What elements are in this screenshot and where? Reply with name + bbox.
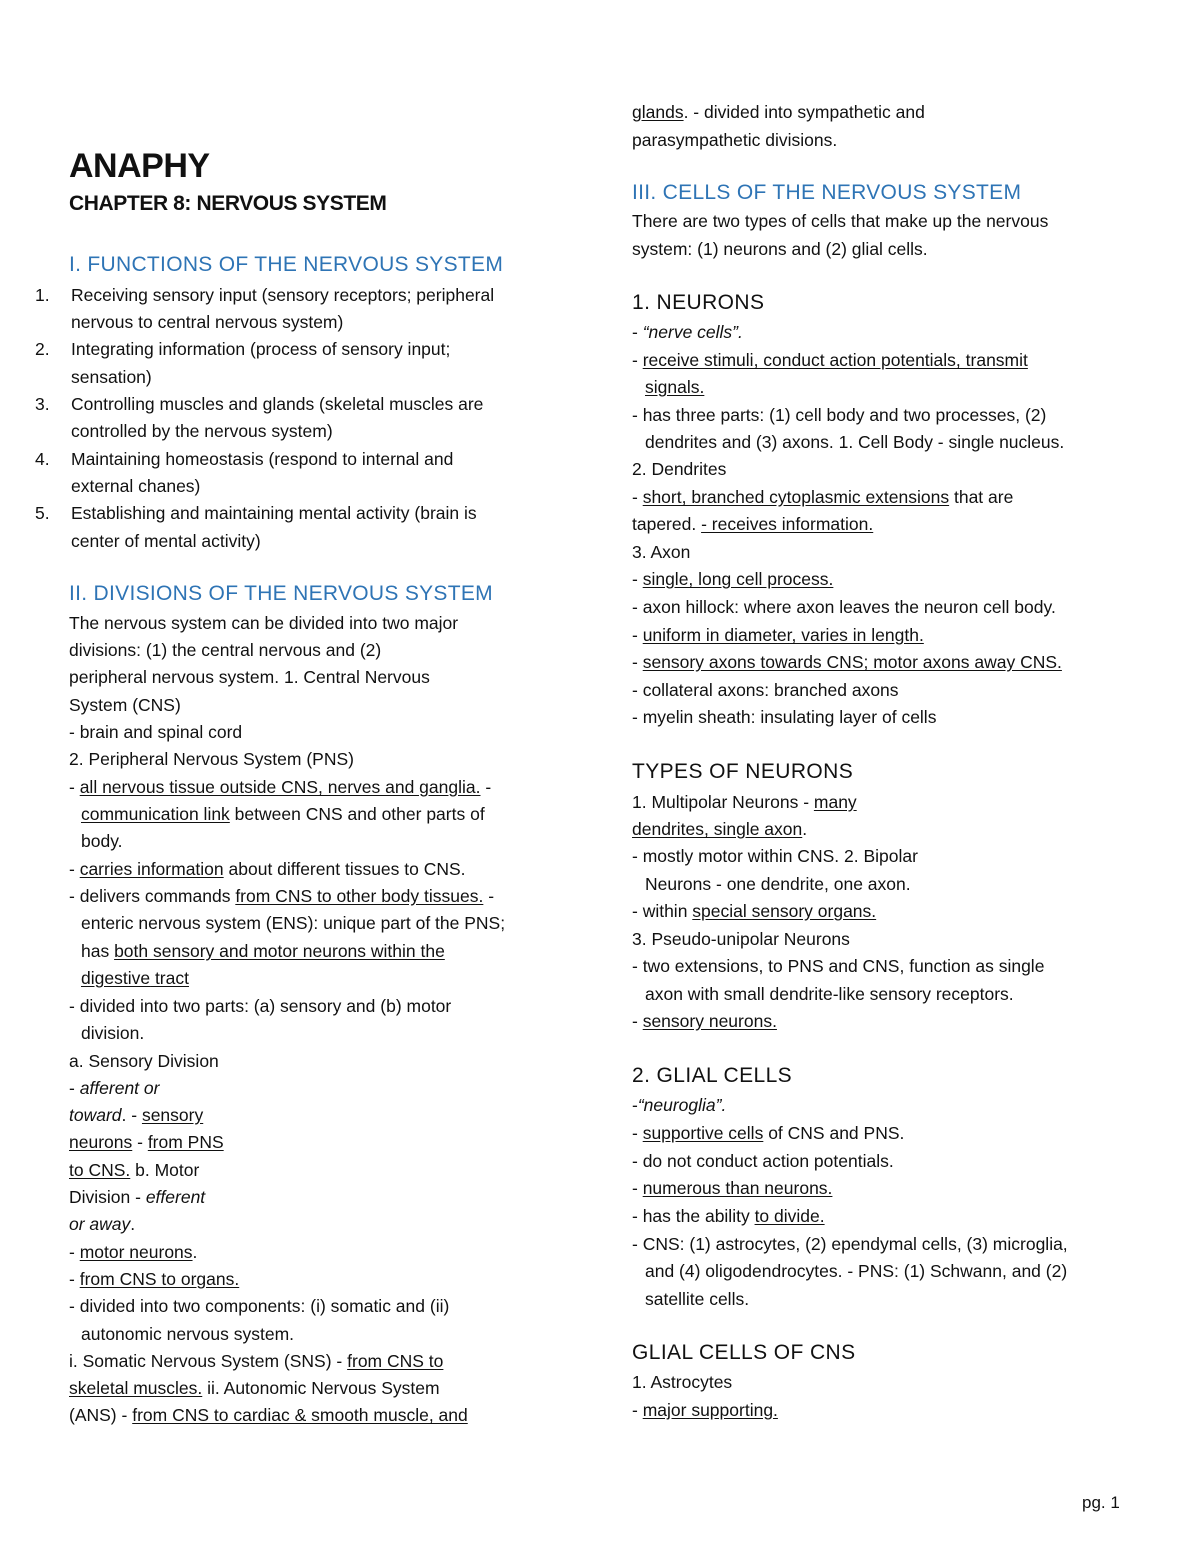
text-line: and (4) oligodendrocytes. - PNS: (1) Schwann, and (2) [645, 1261, 1068, 1281]
text-line: digestive tract [81, 968, 189, 988]
text-line: 1. Multipolar Neurons - many [632, 792, 857, 812]
list-item-cont: nervous to central nervous system) [71, 312, 344, 332]
text-line: - supportive cells of CNS and PNS. [632, 1123, 905, 1143]
text-line: System (CNS) [69, 695, 181, 715]
chapter-title: CHAPTER 8: NERVOUS SYSTEM [69, 192, 387, 215]
text-line: The nervous system can be divided into two major [69, 613, 459, 633]
text-line: - carries information about different tissues to CNS. [69, 859, 466, 879]
heading-glial-cells: 2. GLIAL CELLS [632, 1064, 793, 1087]
text-line: (ANS) - from CNS to cardiac & smooth muscle, and [69, 1405, 468, 1425]
text-line: enteric nervous system (ENS): unique part of the PNS; [81, 913, 506, 933]
text-line: toward. - sensory [69, 1105, 204, 1125]
text-line: dendrites, single axon. [632, 819, 808, 839]
text-line: autonomic nervous system. [81, 1324, 295, 1344]
text-line: parasympathetic divisions. [632, 130, 838, 150]
text-line: has both sensory and motor neurons within the [81, 941, 445, 961]
text-line: - numerous than neurons. [632, 1178, 833, 1198]
text-line: - motor neurons. [69, 1242, 198, 1262]
doc-title: ANAPHY [69, 147, 210, 185]
text-line: Neurons - one dendrite, one axon. [645, 874, 911, 894]
heading-glial-cells-of-cns: GLIAL CELLS OF CNS [632, 1341, 856, 1364]
text-line: - CNS: (1) astrocytes, (2) ependymal cells, (3) microglia, [632, 1234, 1068, 1254]
text-line: 3. Axon [632, 542, 691, 562]
text-line: tapered. - receives information. [632, 514, 874, 534]
text-line: system: (1) neurons and (2) glial cells. [632, 239, 928, 259]
text-line: peripheral nervous system. 1. Central Nervous [69, 667, 430, 687]
text-line: - brain and spinal cord [69, 722, 243, 742]
text-line: - single, long cell process. [632, 569, 834, 589]
text-line: or away. [69, 1214, 136, 1234]
list-item: 1. Receiving sensory input (sensory receptors; peripheral [35, 285, 495, 305]
text-line: - has three parts: (1) cell body and two processes, (2) [632, 405, 1047, 425]
text-line: - major supporting. [632, 1400, 778, 1420]
text-line: - all nervous tissue outside CNS, nerves and ganglia. - [69, 777, 492, 797]
text-line: - short, branched cytoplasmic extensions that are [632, 487, 1014, 507]
heading-neurons: 1. NEURONS [632, 291, 765, 314]
text-line: - collateral axons: branched axons [632, 680, 899, 700]
text-line: - within special sensory organs. [632, 901, 877, 921]
text-line: skeletal muscles. ii. Autonomic Nervous System [69, 1378, 440, 1398]
text-line: - two extensions, to PNS and CNS, function as single [632, 956, 1045, 976]
text-line: glands. - divided into sympathetic and [632, 102, 925, 122]
text-line: - has the ability to divide. [632, 1206, 825, 1226]
text-line: divisions: (1) the central nervous and (2) [69, 640, 382, 660]
text-line: 1. Astrocytes [632, 1372, 733, 1392]
text-line: - receive stimuli, conduct action potentials, transmit [632, 350, 1028, 370]
section-heading-divisions: II. DIVISIONS OF THE NERVOUS SYSTEM [69, 582, 493, 605]
text-line: neurons - from PNS [69, 1132, 224, 1152]
text-line: - afferent or [69, 1078, 160, 1098]
text-line: There are two types of cells that make up the nervous [632, 211, 1049, 231]
list-item-cont: controlled by the nervous system) [71, 421, 333, 441]
list-item: 4. Maintaining homeostasis (respond to internal and [35, 449, 454, 469]
section-heading-functions: I. FUNCTIONS OF THE NERVOUS SYSTEM [69, 253, 504, 276]
text-line: - myelin sheath: insulating layer of cells [632, 707, 937, 727]
text-line: - delivers commands from CNS to other body tissues. - [69, 886, 495, 906]
text-line: axon with small dendrite-like sensory receptors. [645, 984, 1014, 1004]
list-item: 2. Integrating information (process of sensory input; [35, 339, 451, 359]
text-line: - sensory axons towards CNS; motor axons away CNS. [632, 652, 1062, 672]
text-line: - axon hillock: where axon leaves the neuron cell body. [632, 597, 1056, 617]
text-line: - do not conduct action potentials. [632, 1151, 894, 1171]
text-line: 2. Peripheral Nervous System (PNS) [69, 749, 354, 769]
text-line: signals. [645, 377, 705, 397]
text-line: 3. Pseudo-unipolar Neurons [632, 929, 850, 949]
section-heading-cells: III. CELLS OF THE NERVOUS SYSTEM [632, 181, 1022, 204]
heading-types-of-neurons: TYPES OF NEURONS [632, 760, 854, 783]
list-item-cont: external chanes) [71, 476, 201, 496]
list-item: 5. Establishing and maintaining mental activity (brain is [35, 503, 477, 523]
text-line: 2. Dendrites [632, 459, 727, 479]
text-line: satellite cells. [645, 1289, 750, 1309]
text-line: -“neuroglia”. [632, 1095, 727, 1115]
text-line: i. Somatic Nervous System (SNS) - from CNS to [69, 1351, 444, 1371]
text-line: - “nerve cells”. [632, 322, 743, 342]
text-line: - divided into two parts: (a) sensory and (b) motor [69, 996, 452, 1016]
list-item-cont: sensation) [71, 367, 152, 387]
text-line: - divided into two components: (i) somatic and (ii) [69, 1296, 450, 1316]
text-line: to CNS. b. Motor [69, 1160, 200, 1180]
text-line: a. Sensory Division [69, 1051, 219, 1071]
text-line: dendrites and (3) axons. 1. Cell Body - single nucleus. [645, 432, 1065, 452]
text-line: Division - efferent [69, 1187, 206, 1207]
text-line: - mostly motor within CNS. 2. Bipolar [632, 846, 918, 866]
list-item-cont: center of mental activity) [71, 531, 261, 551]
text-line: - from CNS to organs. [69, 1269, 240, 1289]
text-line: division. [81, 1023, 145, 1043]
text-line: communication link between CNS and other parts of [81, 804, 485, 824]
text-line: - sensory neurons. [632, 1011, 777, 1031]
list-item: 3. Controlling muscles and glands (skeletal muscles are [35, 394, 484, 414]
text-line: body. [81, 831, 123, 851]
page-number: pg. 1 [1082, 1493, 1120, 1512]
text-line: - uniform in diameter, varies in length. [632, 625, 924, 645]
